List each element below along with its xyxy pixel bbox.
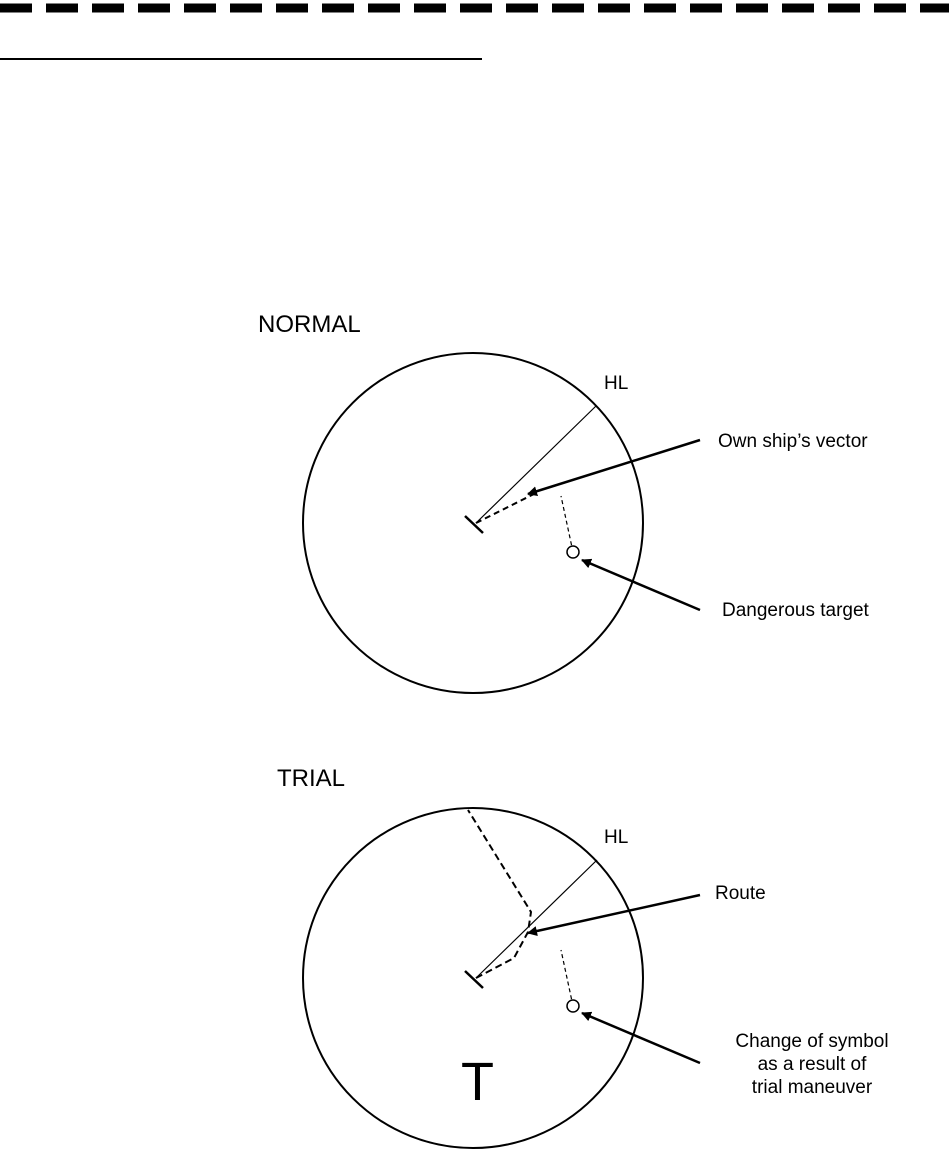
- normal-heading-line: [476, 406, 596, 523]
- change-of-symbol-line-3: trial maneuver: [751, 1077, 873, 1098]
- normal-target-vector: [561, 496, 573, 552]
- change-of-symbol-line-1: Change of symbol: [735, 1031, 889, 1052]
- own-ship-vector-label: Own ship’s vector: [718, 431, 868, 452]
- trial-route-line: [468, 810, 531, 978]
- route-label: Route: [715, 883, 766, 904]
- normal-dangerous-target-arrow: [582, 560, 700, 610]
- trial-heading-line: [476, 860, 597, 978]
- normal-label: NORMAL: [258, 311, 361, 338]
- trial-hl-label: HL: [604, 827, 629, 848]
- trial-radar-display: [303, 808, 700, 1148]
- trial-symbol-change-arrow: [582, 1013, 700, 1063]
- change-of-symbol-label: [712, 1030, 912, 1099]
- trial-label: TRIAL: [277, 765, 346, 792]
- normal-own-vector-arrow: [528, 440, 700, 494]
- normal-own-ship-vector: [476, 494, 534, 523]
- normal-radar-display: [303, 353, 700, 693]
- trial-target-vector: [561, 950, 573, 1006]
- dangerous-target-label: Dangerous target: [722, 600, 869, 621]
- trial-mode-mark: T: [461, 1052, 494, 1112]
- trial-target-symbol: [567, 1000, 579, 1012]
- change-of-symbol-line-2: as a result of: [757, 1054, 867, 1075]
- normal-dangerous-target-symbol: [567, 546, 579, 558]
- trial-route-arrow: [528, 895, 700, 933]
- normal-hl-label: HL: [604, 373, 629, 394]
